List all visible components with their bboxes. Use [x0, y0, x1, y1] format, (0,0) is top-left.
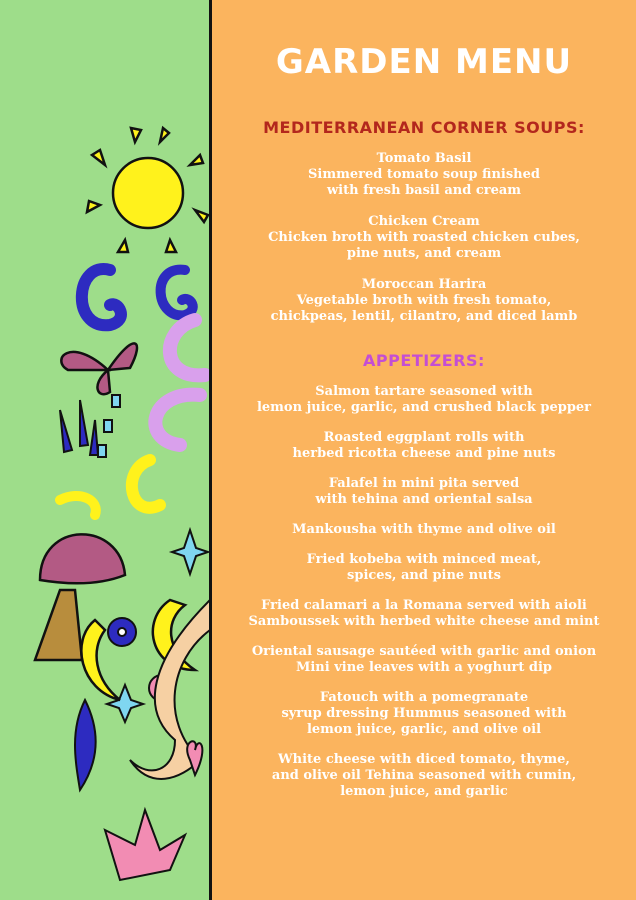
menu-item — [212, 214, 636, 262]
item-line: Mankousha with thyme and olive oil — [292, 522, 556, 537]
menu-panel — [212, 0, 636, 900]
menu-item — [212, 752, 636, 800]
decorative-panel — [0, 0, 210, 900]
item-line: Fried calamari a la Romana served with aioli — [261, 598, 587, 613]
dashes-icon — [98, 395, 120, 457]
item-name: Moroccan Harira — [361, 277, 487, 292]
item-description: Chicken broth with roasted chicken cubes, — [268, 230, 580, 245]
item-name: Chicken Cream — [368, 214, 480, 229]
item-line: Roasted eggplant rolls with — [323, 430, 525, 445]
menu-item — [212, 690, 636, 738]
item-line: Fried kobeba with minced meat, — [306, 552, 542, 567]
item-line: with tehina and oriental salsa — [315, 492, 533, 507]
soups-list — [212, 151, 636, 325]
menu-content — [212, 0, 636, 814]
menu-item — [212, 598, 636, 630]
leaf-icon — [75, 700, 96, 790]
item-line: Oriental sausage sautéed with garlic and onion — [251, 644, 597, 659]
menu-item — [212, 476, 636, 508]
item-line: Fatouch with a pomegranate — [319, 690, 529, 705]
item-line: Falafel in mini pita served — [328, 476, 520, 491]
item-line: and olive oil Tehina seasoned with cumin, — [271, 768, 577, 783]
item-line: Salmon tartare seasoned with — [315, 384, 533, 399]
item-line: herbed ricotta cheese and pine nuts — [292, 446, 556, 461]
floral-illustration — [0, 0, 210, 900]
sun-icon — [87, 128, 208, 252]
item-line: Mini vine leaves with a yoghurt dip — [295, 660, 553, 675]
item-description: with fresh basil and cream — [326, 183, 522, 198]
swirl-icons — [60, 269, 205, 515]
menu-item — [212, 522, 636, 538]
menu-item — [212, 552, 636, 584]
item-line: syrup dressing Hummus seasoned with — [281, 706, 567, 721]
item-line: lemon juice, garlic, and olive oil — [306, 722, 542, 737]
item-line: lemon juice, garlic, and crushed black pepper — [256, 400, 592, 415]
spike-icons — [60, 400, 98, 455]
item-description: pine nuts, and cream — [346, 246, 502, 261]
appetizers-list — [212, 384, 636, 800]
menu-item — [212, 277, 636, 325]
item-description: Simmered tomato soup finished — [308, 167, 540, 182]
menu-item — [212, 384, 636, 416]
butterfly-icon — [61, 343, 137, 394]
item-name: Tomato Basil — [376, 151, 472, 166]
item-description: Vegetable broth with fresh tomato, — [296, 293, 552, 308]
item-line: White cheese with diced tomato, thyme, — [278, 752, 570, 767]
menu-title: GARDEN MENU — [275, 42, 573, 82]
item-line: Samboussek with herbed white cheese and mint — [248, 614, 600, 629]
item-line: spices, and pine nuts — [347, 568, 501, 583]
item-line: lemon juice, and garlic — [340, 784, 508, 799]
menu-item — [212, 644, 636, 676]
section-heading-appetizers: APPETIZERS: — [363, 351, 485, 370]
item-description: chickpeas, lentil, cilantro, and diced lamb — [270, 309, 578, 324]
section-heading-soups: MEDITERRANEAN CORNER SOUPS: — [263, 118, 585, 137]
menu-item — [212, 430, 636, 462]
menu-item — [212, 151, 636, 199]
